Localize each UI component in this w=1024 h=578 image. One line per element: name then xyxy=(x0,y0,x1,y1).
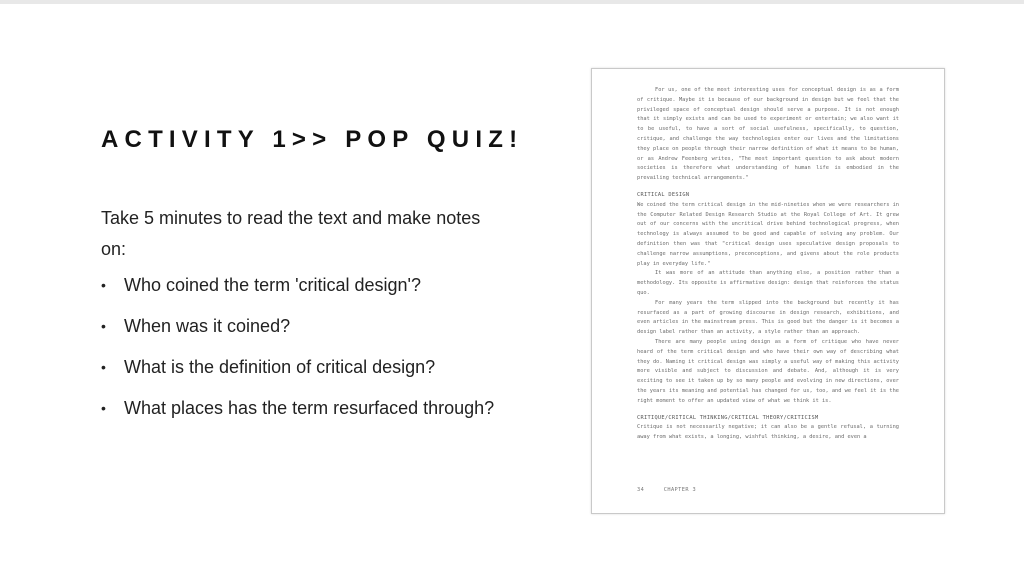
intro-text: Take 5 minutes to read the text and make notes on: xyxy=(101,208,481,259)
book-paragraph: It was more of an attitude than anything else, a position rather than a methodology. Its opposite is affirmative design: design that reinforces the status quo. xyxy=(637,270,899,296)
question-text: Who coined the term 'critical design'? xyxy=(124,275,422,295)
book-paragraph: Critique is not necessarily negative; it can also be a gentle refusal, a turning away from what exists, a longing, wishful thinking, a desire, and even a xyxy=(637,424,899,441)
slide-title: ACTIVITY 1>> POP QUIZ! xyxy=(101,126,524,153)
question-text: What places has the term resurfaced through? xyxy=(124,398,495,418)
bullet-icon: • xyxy=(101,359,106,375)
book-heading: CRITICAL DESIGN xyxy=(637,191,690,198)
page-number: 34 xyxy=(637,487,645,493)
book-page-text xyxy=(637,86,899,443)
bullet-icon: • xyxy=(101,400,106,416)
list-item xyxy=(101,315,494,337)
book-paragraph: We coined the term critical design in the mid-nineties when we were researchers in the Computer Related Design Research Studio at the Royal College of Art. It grew out of our concerns with the uncritical drive behind technological progress, when technology is always assumed to be good and capable of solving any problem. Our definition then was that "critical design uses speculative design proposals to challenge narrow assumptions, preconceptions, and givens about the role products play in everyday life." xyxy=(637,201,899,267)
top-divider xyxy=(0,0,1024,4)
question-text: What is the definition of critical design? xyxy=(124,357,436,377)
book-paragraph: For us, one of the most interesting uses for conceptual design is as a form of critique. Maybe it is because of our background in design but we feel that the privileged space of conceptual design should serve a purpose. It is not enough that it simply exists and can be used to experiment or entertain; we also want it to be useful, to have a sort of social usefulness, specifically, to question, critique, and challenge the way technologies enter our lives and the limitations they place on people through their narrow definition of what it means to be human, or as Andrew Feenberg writes, "The most important question to ask about modern societies is therefore what understanding of human life is embodied in the prevailing technical arrangements." xyxy=(637,87,899,182)
list-item xyxy=(101,274,494,296)
question-text: When was it coined? xyxy=(124,316,291,336)
question-list xyxy=(101,274,494,438)
book-paragraph: There are many people using design as a form of critique who have never heard of the term critical design and who have their own way of describing what they do. Naming it critical design was simply a useful way of making this activity more visible and subject to discussion and debate. And, although it is very exciting to see it taken up by so many people and evolving in new directions, over the years its meaning and potential has changed for us, too, and we feel it is the right moment to offer an updated view of what we think it is. xyxy=(637,338,899,404)
book-page-footer xyxy=(637,487,696,493)
bullet-icon: • xyxy=(101,277,106,293)
book-heading: CRITIQUE/CRITICAL THINKING/CRITICAL THEORY/CRITICISM xyxy=(637,414,819,421)
list-item xyxy=(101,397,494,419)
book-paragraph: For many years the term slipped into the background but recently it has resurfaced as a part of growing discourse in design research, exhibitions, and even articles in the mainstream press. This is good but the danger is it becomes a design label rather than an activity, a style rather than an approach. xyxy=(637,299,899,336)
book-page-image xyxy=(591,68,945,514)
chapter-label: CHAPTER 3 xyxy=(663,487,697,493)
bullet-icon: • xyxy=(101,318,106,334)
list-item xyxy=(101,356,494,378)
